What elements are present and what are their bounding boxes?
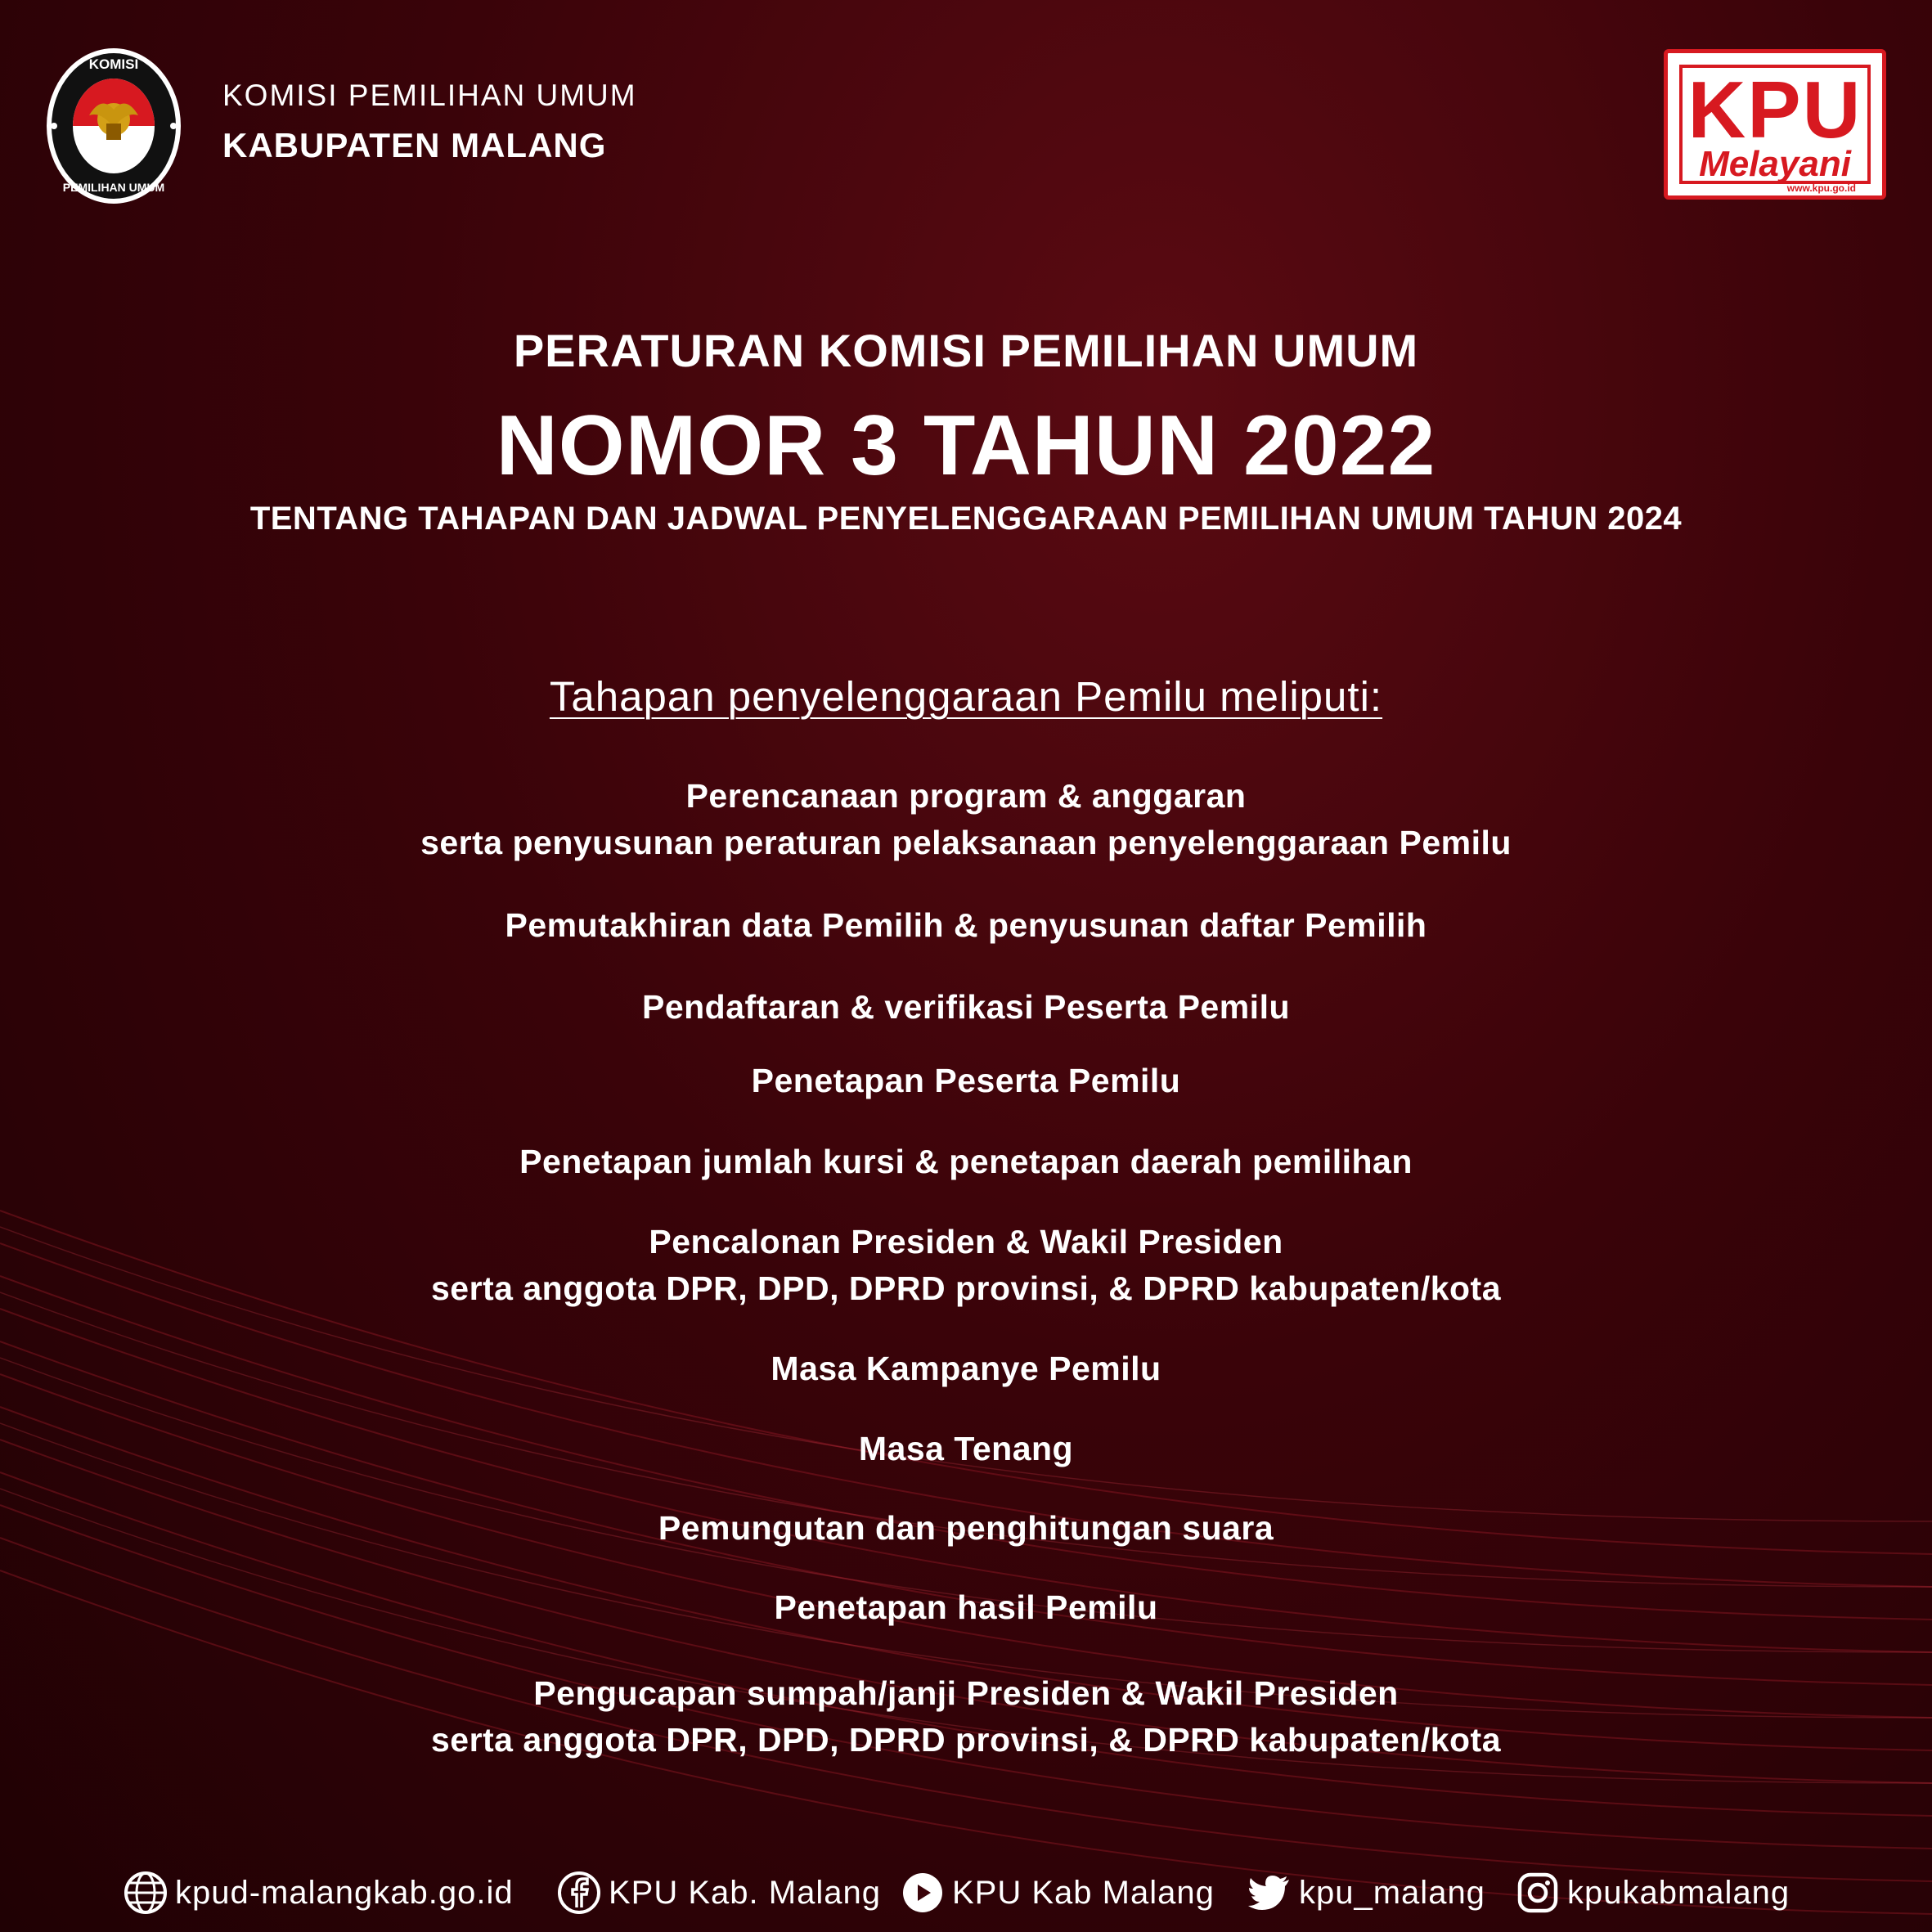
- stage-item: [0, 1505, 1932, 1552]
- stage-item: [0, 1346, 1932, 1392]
- stage-line: Pengucapan sumpah/janji Presiden & Wakil Presiden: [533, 1674, 1399, 1712]
- twitter-icon: [1247, 1870, 1292, 1916]
- stage-line: Pemutakhiran data Pemilih & penyusunan daftar Pemilih: [505, 906, 1427, 944]
- badge-url-text: www.kpu.go.id: [1786, 182, 1856, 194]
- regulation-subject: TENTANG TAHAPAN DAN JADWAL PENYELENGGARAAN PEMILIHAN UMUM TAHUN 2024: [249, 501, 1683, 537]
- facebook-text: KPU Kab. Malang: [609, 1874, 881, 1911]
- globe-icon: [123, 1870, 168, 1916]
- footer-twitter-link[interactable]: [1247, 1867, 1485, 1919]
- stage-line: Perencanaan program & anggaran: [685, 777, 1247, 815]
- stage-item: [0, 1426, 1932, 1472]
- stage-item: [0, 1584, 1932, 1631]
- stage-item: [0, 1670, 1932, 1764]
- youtube-icon: [900, 1870, 946, 1916]
- youtube-text: KPU Kab Malang: [952, 1874, 1215, 1911]
- stage-line: Pemungutan dan penghitungan suara: [658, 1509, 1274, 1547]
- stage-item: [0, 902, 1932, 949]
- stage-line: serta anggota DPR, DPD, DPRD provinsi, & DPRD kabupaten/kota: [430, 1269, 1502, 1307]
- stage-item: [0, 1058, 1932, 1104]
- stage-line: Pendaftaran & verifikasi Peserta Pemilu: [641, 988, 1290, 1026]
- emblem-top-text: KOMISI: [88, 56, 139, 72]
- stage-line: Pencalonan Presiden & Wakil Presiden: [649, 1223, 1283, 1260]
- regulation-heading: PERATURAN KOMISI PEMILIHAN UMUM: [513, 325, 1419, 376]
- stage-item: [0, 984, 1932, 1031]
- org-region: KABUPATEN MALANG: [222, 126, 607, 164]
- footer-website-link[interactable]: [123, 1867, 514, 1919]
- stage-item: [0, 1219, 1932, 1312]
- twitter-text: kpu_malang: [1299, 1874, 1485, 1911]
- stage-line: Penetapan Peserta Pemilu: [751, 1062, 1181, 1099]
- badge-melayani-text: Melayani: [1699, 144, 1851, 184]
- footer-youtube-link[interactable]: [900, 1867, 1215, 1919]
- stage-line: Penetapan hasil Pemilu: [774, 1588, 1158, 1626]
- stage-line: serta penyusunan peraturan pelaksanaan penyelenggaraan Pemilu: [420, 824, 1512, 861]
- stages-intro: Tahapan penyelenggaraan Pemilu meliputi:: [549, 673, 1383, 720]
- footer-instagram-link[interactable]: [1515, 1867, 1790, 1919]
- stage-item: [0, 1139, 1932, 1185]
- kpu-emblem-logo: [44, 46, 183, 206]
- footer-facebook-link[interactable]: [556, 1867, 881, 1919]
- stage-item: [0, 773, 1932, 866]
- stage-line: Masa Tenang: [858, 1430, 1074, 1467]
- kpu-melayani-badge: [1664, 49, 1886, 200]
- website-text: kpud-malangkab.go.id: [175, 1874, 514, 1911]
- badge-kpu-text: KPU: [1687, 65, 1862, 155]
- instagram-icon: [1515, 1870, 1561, 1916]
- instagram-text: kpukabmalang: [1567, 1874, 1790, 1911]
- emblem-bottom-text: PEMILIHAN UMUM: [62, 181, 165, 194]
- stage-line: Penetapan jumlah kursi & penetapan daerah pemilihan: [519, 1143, 1413, 1180]
- regulation-number: NOMOR 3 TAHUN 2022: [496, 398, 1436, 493]
- stage-line: Masa Kampanye Pemilu: [771, 1350, 1161, 1387]
- stage-line: serta anggota DPR, DPD, DPRD provinsi, & DPRD kabupaten/kota: [430, 1721, 1502, 1759]
- org-name: KOMISI PEMILIHAN UMUM: [222, 79, 637, 112]
- facebook-icon: [556, 1870, 602, 1916]
